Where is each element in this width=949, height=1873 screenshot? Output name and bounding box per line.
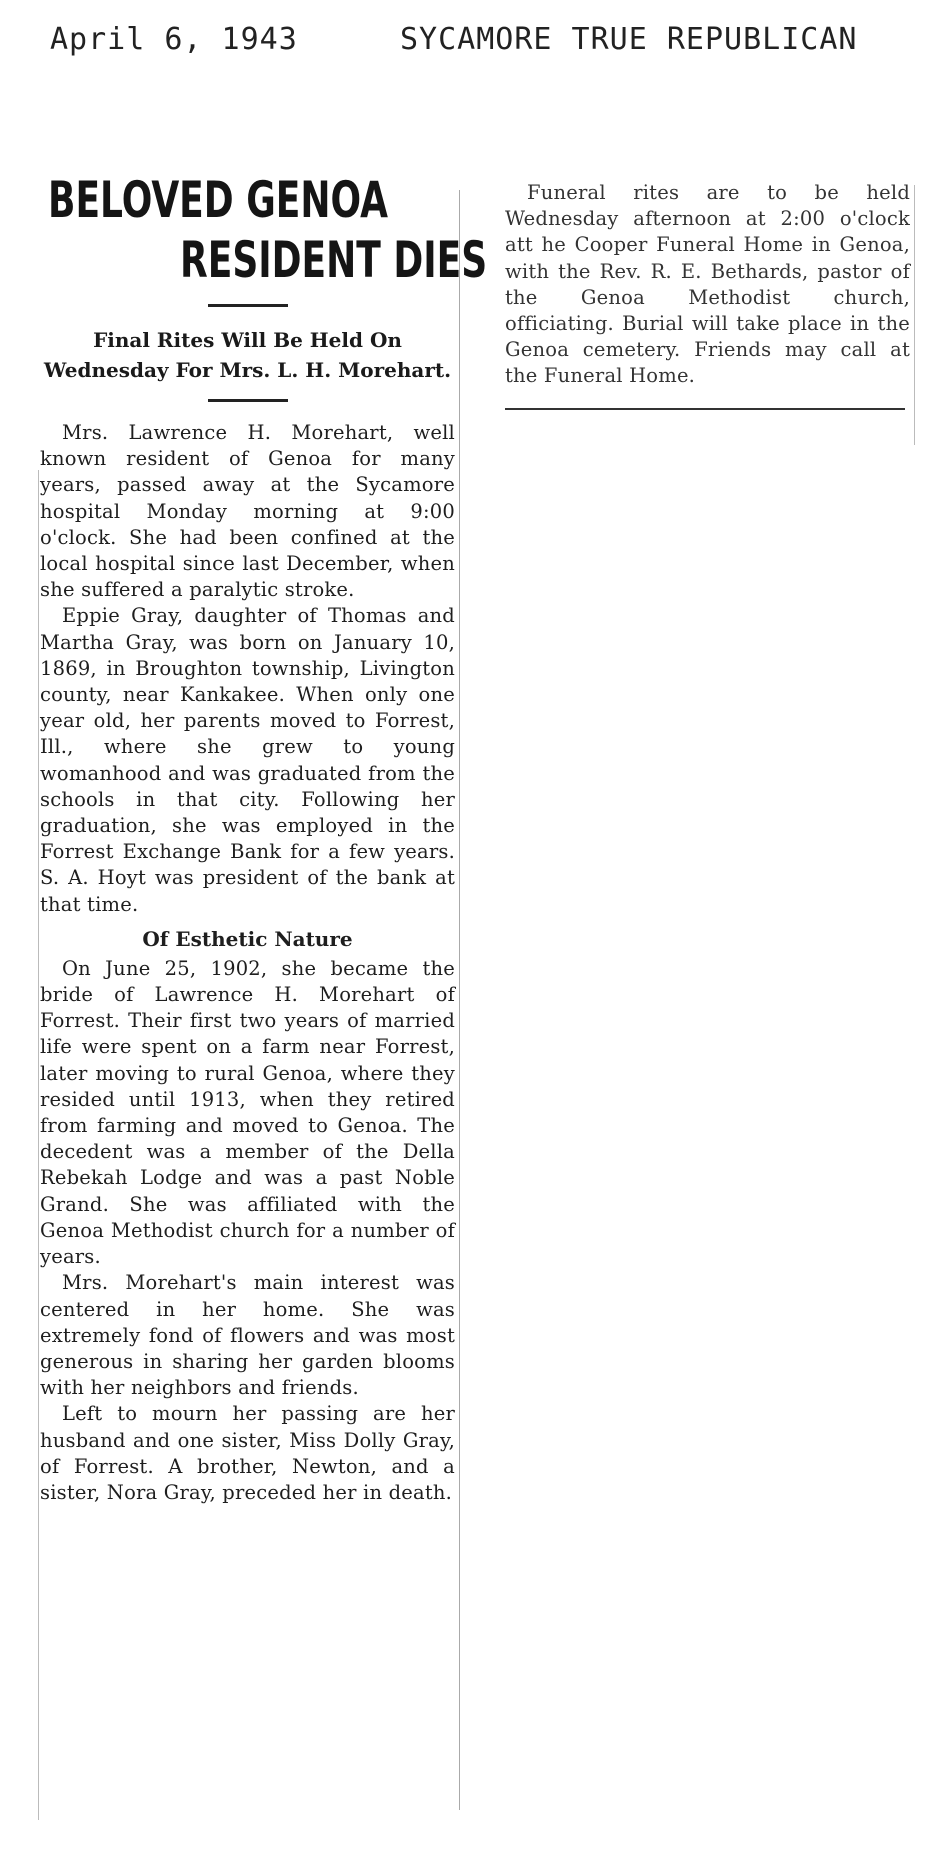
article-left-column [40, 170, 488, 1506]
paragraph-5: Left to mourn her passing are her husband and one sister, Miss Dolly Gray, of Forrest. A brother, Newton, and a sister, Nora Gray, preceded her in death. [40, 1402, 455, 1504]
paragraph-1: Mrs. Lawrence H. Morehart, well known resident of Genoa for many years, passed away at the Sycamore hospital Monday morning at 9:00 o'clock. She had been confined at the local hospital since last December, when she suffered a paralytic stroke. [40, 421, 455, 602]
headline-divider [208, 304, 288, 307]
column-border-right [914, 185, 915, 445]
article-right-column [505, 180, 910, 410]
section-heading: Of Esthetic Nature [142, 926, 353, 951]
paragraph-4: Mrs. Morehart's main interest was centered in her home. She was extremely fond of flowers and was most generous in sharing her garden blooms with her neighbors and friends. [40, 1271, 455, 1400]
funeral-paragraph: Funeral rites are to be held Wednesday afternoon at 2:00 o'clock att he Cooper Funeral Home in Genoa, with the Rev. R. E. Bethards, pastor of the Genoa Methodist church, officiating. Burial will take place in the Genoa cemetery. Friends may call at the Funeral Home. [505, 181, 910, 388]
column-border-left [38, 470, 39, 1820]
headline-line-1: BELOVED GENOA [48, 171, 388, 229]
paragraph-2: Eppie Gray, daughter of Thomas and Martha Gray, was born on January 10, 1869, in Broughton township, Livington county, near Kankakee. When only one year old, her parents moved to Forrest, Ill., where she grew to young womanhood and was graduated from the schools in that city. Following her graduation, she was employed in the Forrest Exchange Bank for a few years. S. A. Hoyt was president of the bank at that time. [40, 604, 455, 916]
paragraph-3: On June 25, 1902, she became the bride of Lawrence H. Morehart of Forrest. Their first two years of married life were spent on a farm near Forrest, later moving to rural Genoa, where they resided until 1913, when they retired from farming and moved to Genoa. The decedent was a member of the Della Rebekah Lodge and was a past Noble Grand. She was affiliated with the Genoa Methodist church for a number of years. [40, 956, 455, 1269]
subhead-divider [208, 399, 288, 402]
column-border-middle [459, 190, 460, 1810]
dateline: April 6, 1943 [50, 22, 298, 57]
newspaper-name: SYCAMORE TRUE REPUBLICAN [400, 22, 858, 57]
subheadline: Final Rites Will Be Held On Wednesday For Mrs. L. H. Morehart. [43, 328, 452, 382]
end-rule [505, 408, 905, 410]
headline-line-2: RESIDENT DIES [180, 231, 488, 289]
